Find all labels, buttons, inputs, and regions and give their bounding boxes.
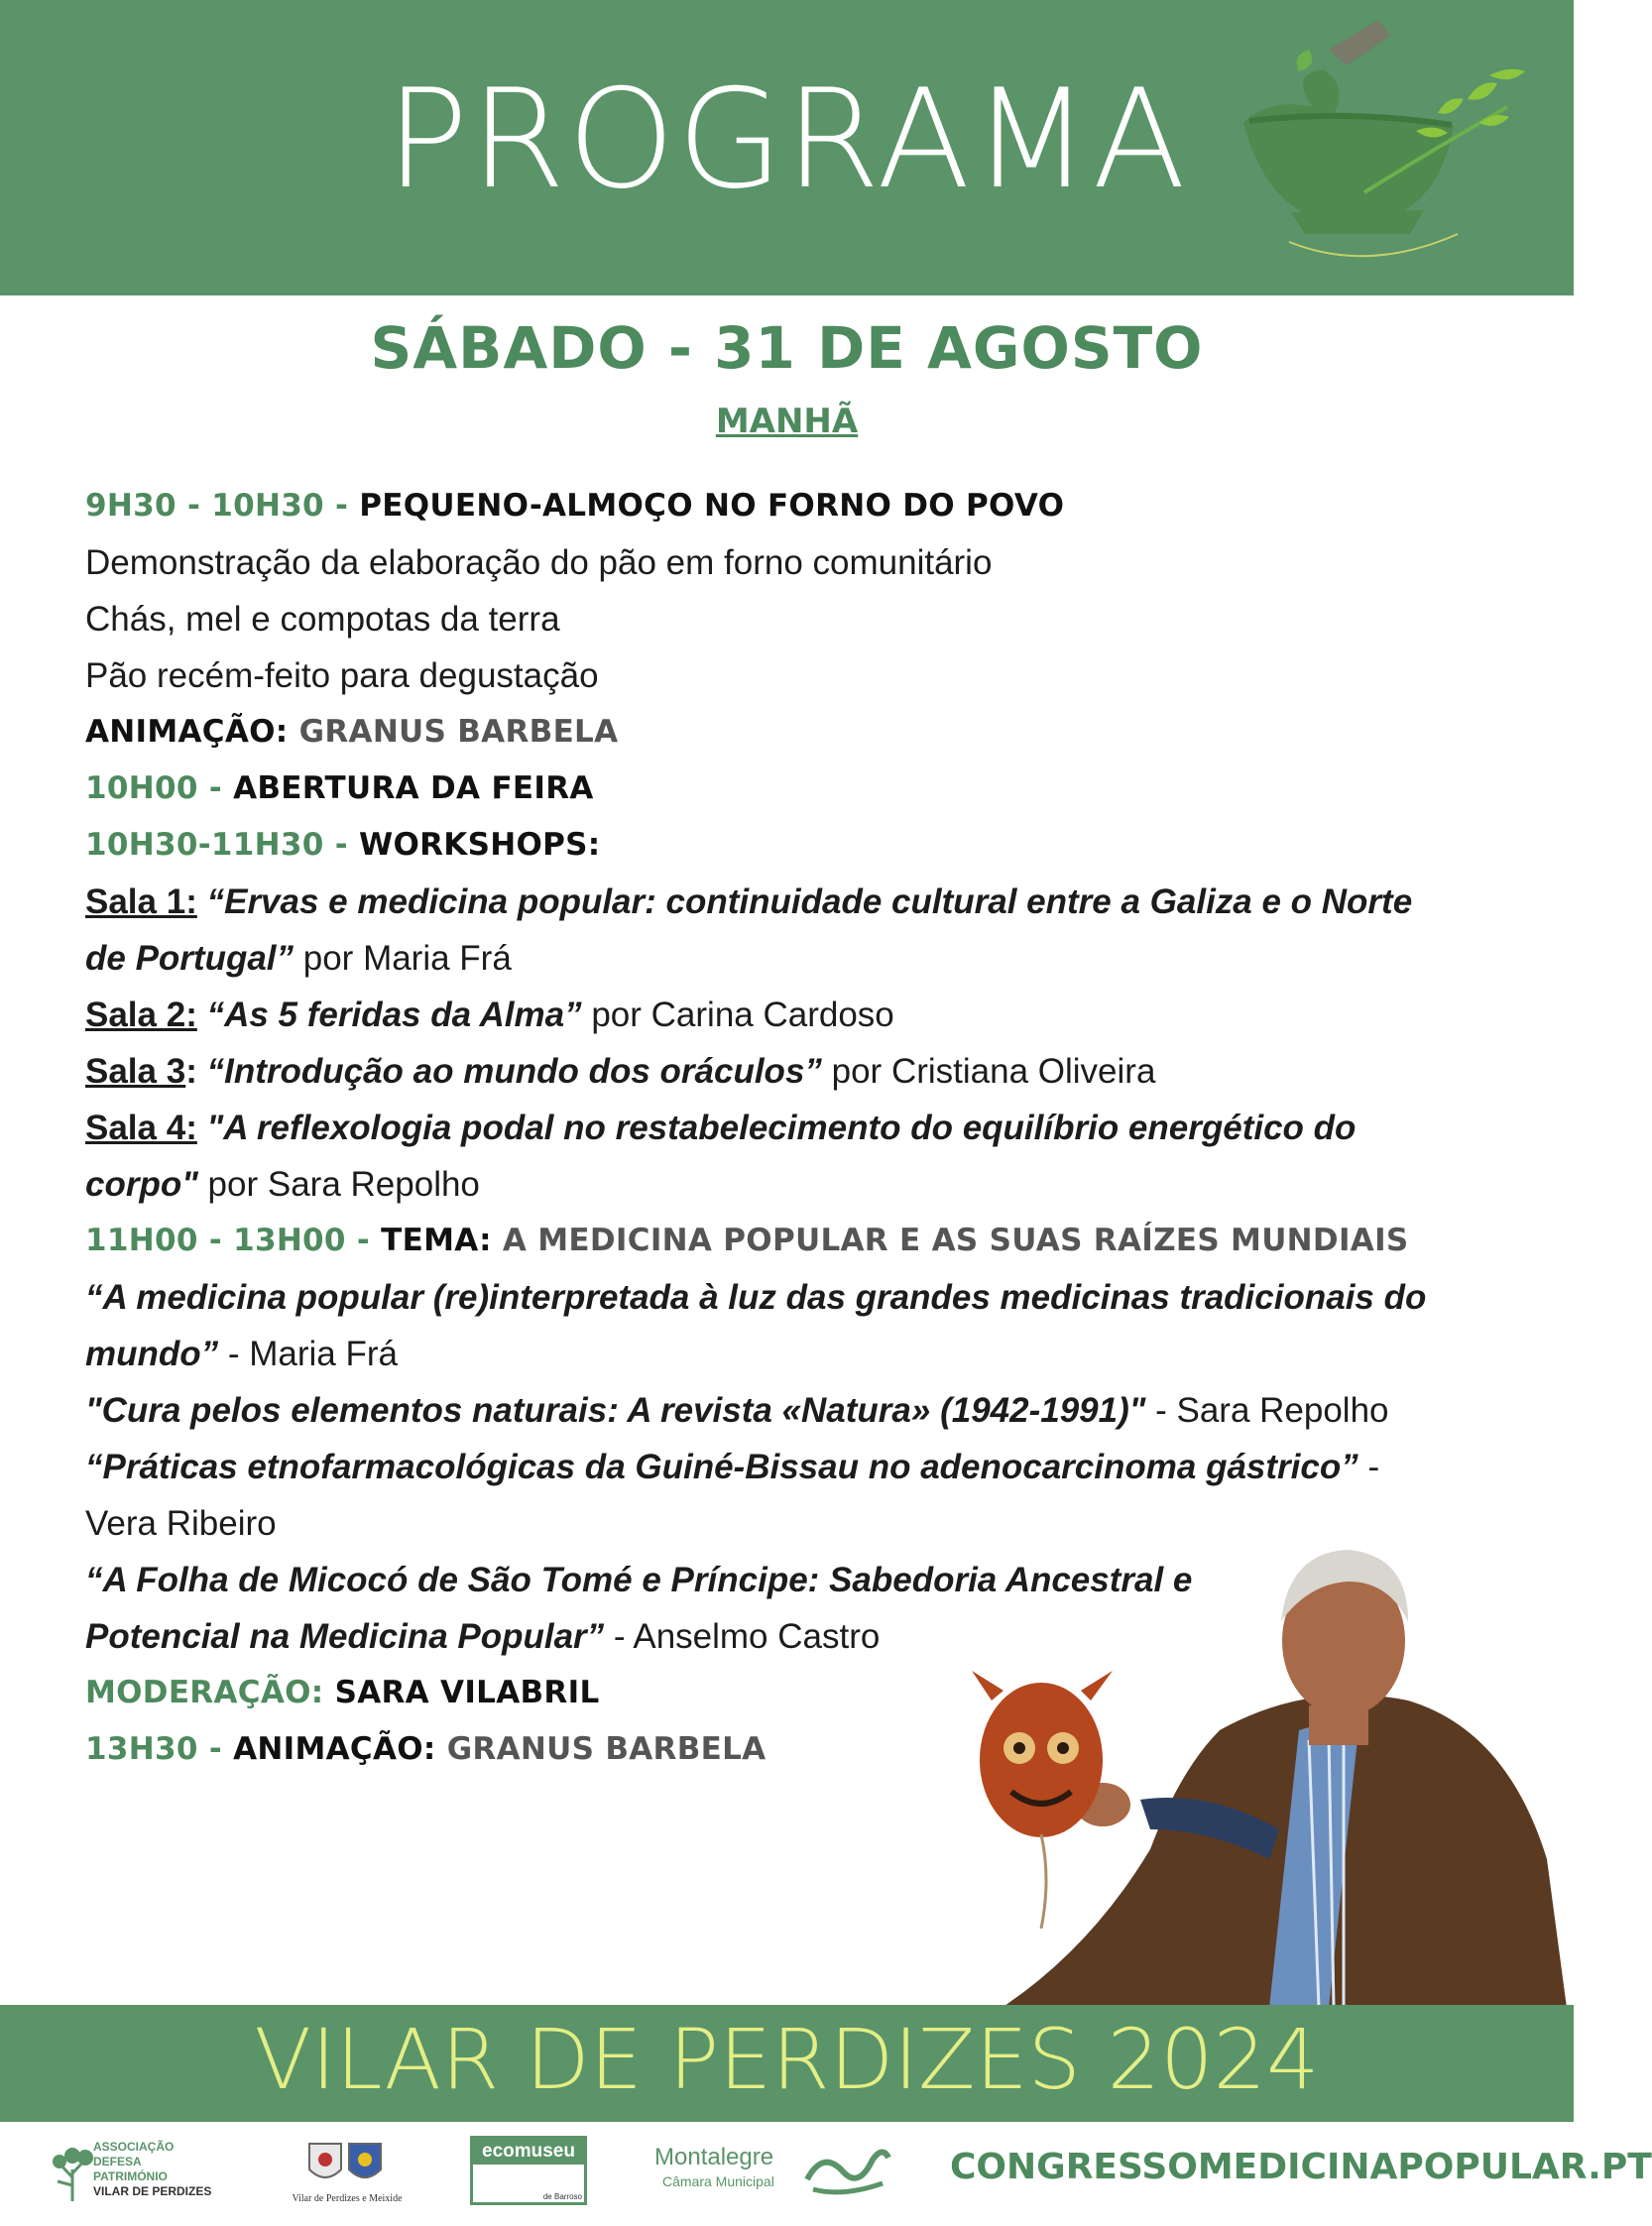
moderation-name: SARA VILABRIL (334, 1675, 600, 1710)
talk-dash: - (1357, 1448, 1380, 1486)
opening-heading (85, 761, 1513, 817)
workshops-time: 10H30-11H30 - (85, 827, 359, 863)
workshop-title: corpo" (85, 1165, 198, 1204)
assoc-logo (50, 2136, 248, 2215)
man-with-mask-photo (892, 1532, 1567, 2008)
animation-label: ANIMAÇÃO: (85, 714, 299, 750)
website-link[interactable]: CONGRESSOMEDICINAPOPULAR.PT (950, 2147, 1652, 2187)
workshop-title: “Introdução ao mundo dos oráculos” (206, 1052, 822, 1091)
moderation-label: MODERAÇÃO: (85, 1675, 335, 1710)
ecomuseu-sub: de Barroso (542, 2192, 582, 2201)
animation-heading (85, 704, 1513, 761)
breakfast-line: Chás, mel e compotas da terra (85, 600, 560, 639)
theme-heading (85, 1213, 1513, 1269)
page-title: PROGRAMA (386, 59, 1188, 219)
coat-of-arms-icon (295, 2136, 395, 2191)
freguesia-label: Vilar de Perdizes e Meixide (292, 2193, 403, 2204)
workshops-title: WORKSHOPS: (358, 827, 601, 863)
workshop-author: por Maria Frá (294, 939, 512, 978)
mountain-wave-icon (803, 2140, 892, 2199)
opening-time: 10H00 - (85, 770, 234, 806)
talk-1 (85, 1269, 1513, 1326)
ecomuseu-label: ecomuseu (473, 2139, 584, 2165)
talk-1-cont (85, 1326, 1513, 1382)
talk-title: “A Folha de Micocó de São Tomé e Príncipe: Sabedoria Ancestral e (85, 1561, 1193, 1599)
breakfast-line: Pão recém-feito para degustação (85, 656, 599, 695)
talk-title: Potencial na Medicina Popular” (85, 1617, 605, 1656)
workshop-room-2 (85, 987, 1513, 1043)
workshop-title: “As 5 feridas da Alma” (206, 996, 582, 1034)
talk-3 (85, 1439, 1513, 1495)
talk-author: Vera Ribeiro (85, 1504, 277, 1543)
theme-time: 11H00 - 13H00 - (85, 1223, 382, 1258)
theme-title: A MEDICINA POPULAR E AS SUAS RAÍZES MUNDIAIS (502, 1223, 1409, 1258)
period-heading: MANHÃ (715, 402, 859, 441)
footer-title: VILAR DE PERDIZES 2024 (254, 2011, 1320, 2108)
montalegre-sub: Câmara Municipal (662, 2173, 774, 2189)
talk-title: “A medicina popular (re)interpretada à luz das grandes medicinas tradicionais do (85, 1278, 1427, 1317)
breakfast-time: 9H30 - 10H30 - (85, 488, 360, 524)
montalegre-logo (654, 2140, 892, 2209)
mortar-logo-icon (1230, 14, 1567, 282)
room-colon: : (185, 1052, 207, 1091)
workshop-room-3 (85, 1043, 1513, 1100)
talk-author: - Sara Repolho (1145, 1391, 1389, 1430)
tree-icon (50, 2142, 95, 2205)
breakfast-line: Demonstração da elaboração do pão em forno comunitário (85, 543, 993, 582)
assoc-line: PATRIMÓNIO (93, 2169, 168, 2183)
room-label: Sala 2: (85, 996, 197, 1034)
opening-title: ABERTURA DA FEIRA (233, 770, 594, 806)
talk-title: “Práticas etnofarmacológicas da Guiné-Bissau no adenocarcinoma gástrico” (85, 1448, 1358, 1486)
workshops-heading (85, 817, 1513, 874)
workshop-room-4-cont (85, 1156, 1513, 1213)
animation-2-name: GRANUS BARBELA (446, 1731, 767, 1767)
room-label: Sala 3 (85, 1052, 186, 1091)
ecomuseu-logo (470, 2136, 587, 2205)
talk-title: "Cura pelos elementos naturais: A revista «Natura» (1942-1991)" (85, 1391, 1146, 1430)
workshop-author: por Sara Repolho (197, 1165, 480, 1204)
breakfast-heading (85, 478, 1513, 534)
workshop-title: “Ervas e medicina popular: continuidade cultural entre a Galiza e o Norte (206, 882, 1413, 921)
talk-author: - Anselmo Castro (604, 1617, 881, 1656)
workshop-room-4 (85, 1100, 1513, 1156)
workshop-title: "A reflexologia podal no restabelecimento do equilíbrio energético do (206, 1109, 1357, 1147)
animation-2-time: 13H30 - (85, 1731, 234, 1767)
assoc-line: VILAR DE PERDIZES (93, 2184, 212, 2198)
room-label: Sala 4: (85, 1109, 197, 1147)
animation-name: GRANUS BARBELA (298, 714, 619, 750)
workshop-room-1 (85, 874, 1513, 930)
assoc-line: ASSOCIAÇÃO (93, 2140, 175, 2154)
workshop-author: por Cristiana Oliveira (821, 1052, 1156, 1091)
montalegre-label: Montalegre (654, 2144, 774, 2170)
day-title: SÁBADO - 31 DE AGOSTO (370, 314, 1204, 382)
talk-2 (85, 1382, 1513, 1439)
workshop-room-1-cont (85, 930, 1513, 987)
breakfast-title: PEQUENO-ALMOÇO NO FORNO DO POVO (359, 488, 1065, 524)
animation-2-label: ANIMAÇÃO: (233, 1731, 447, 1767)
freguesia-logo (278, 2136, 416, 2219)
assoc-line: DEFESA (93, 2155, 142, 2168)
talk-title: mundo” (85, 1335, 219, 1373)
workshop-title: de Portugal” (85, 939, 295, 978)
room-label: Sala 1: (85, 882, 197, 921)
workshop-author: por Carina Cardoso (581, 996, 894, 1034)
talk-author: - Maria Frá (218, 1335, 398, 1373)
theme-label: TEMA: (381, 1223, 503, 1258)
